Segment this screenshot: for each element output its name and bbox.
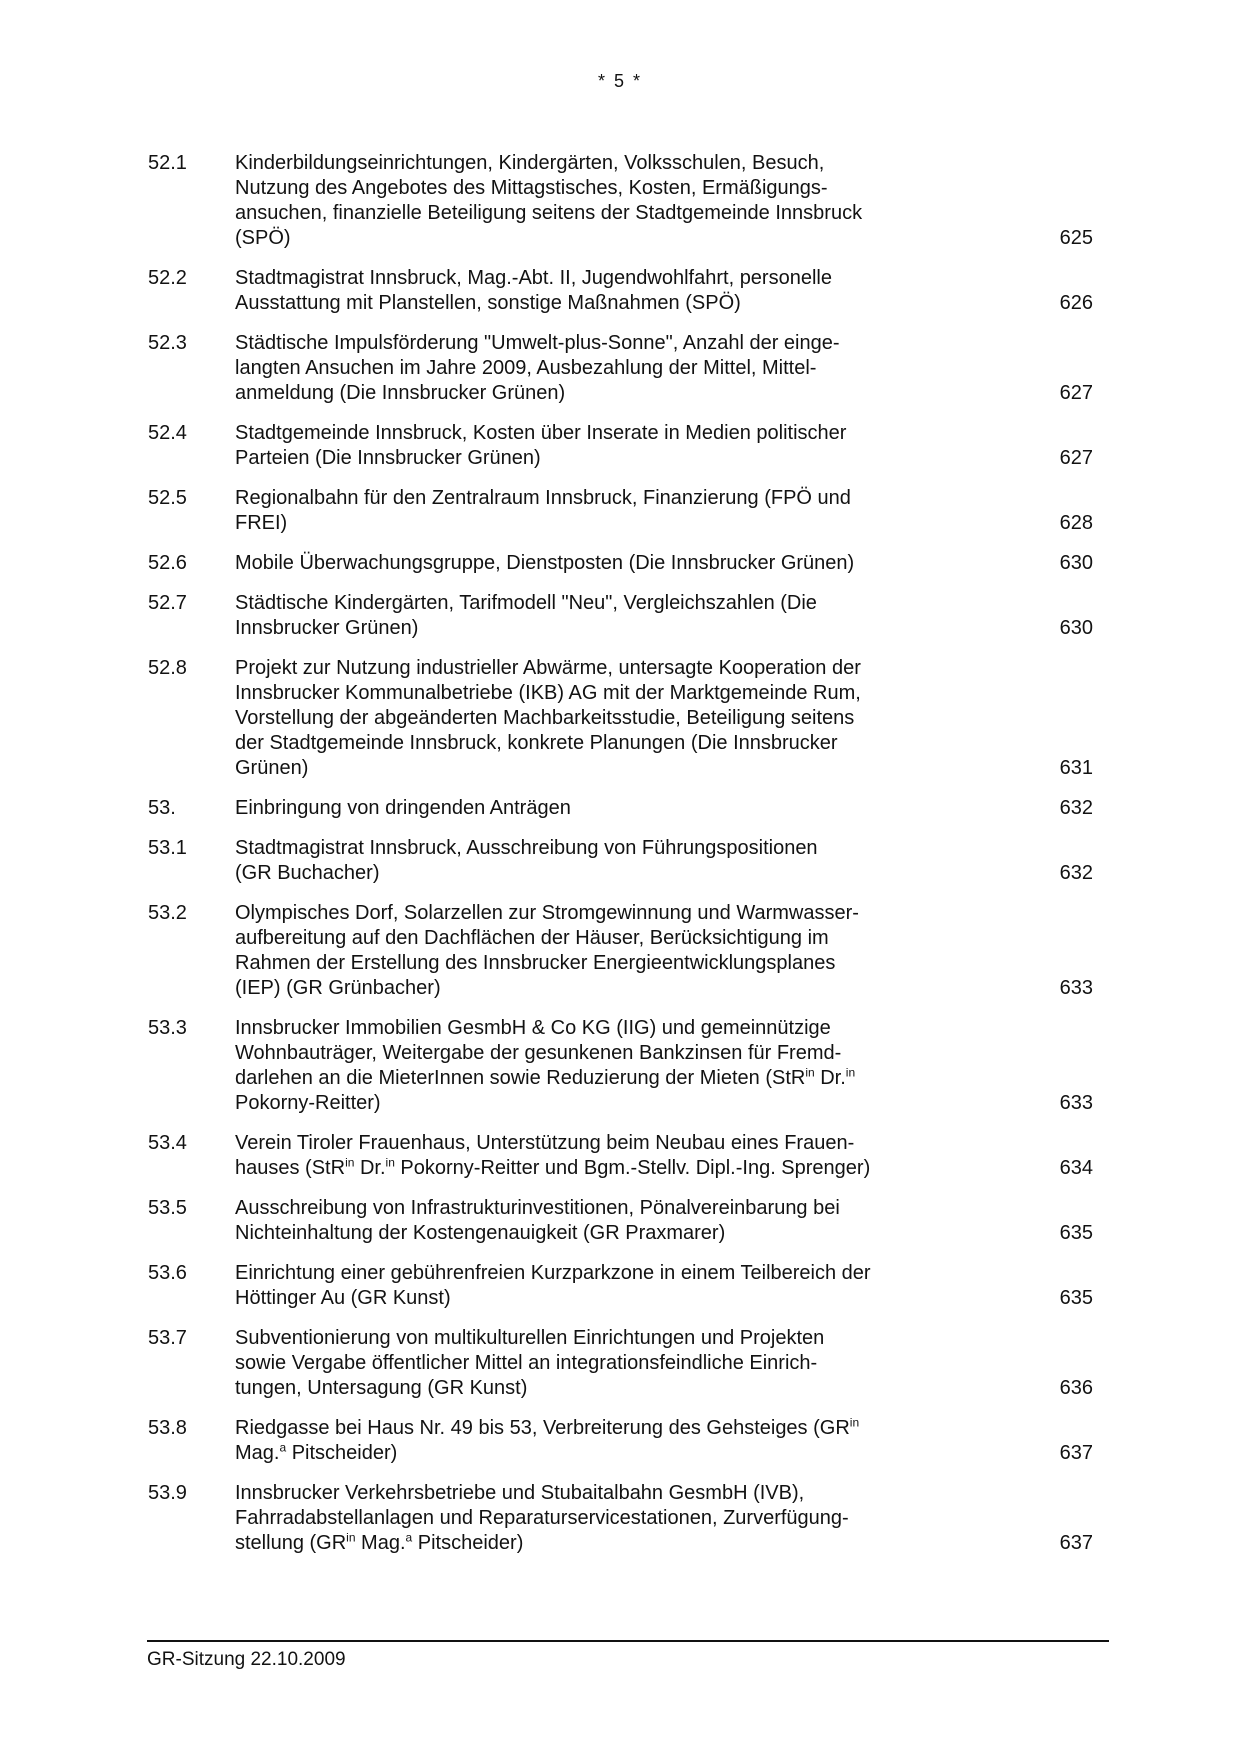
- toc-item-number: 52.5: [148, 487, 187, 509]
- toc-item-number: 53.1: [148, 837, 187, 859]
- toc-item-page: 634: [1059, 1157, 1093, 1179]
- toc-item-number: 52.2: [148, 267, 187, 289]
- toc-item-title: Regionalbahn für den Zentralraum Innsbruck, Finanzierung (FPÖ und FREI): [235, 487, 851, 534]
- toc-item: [148, 1481, 1093, 1556]
- toc-item-title: Subventionierung von multikulturellen Einrichtungen und Projekten sowie Vergabe öffentlicher Mittel an integrationsfeindliche Einrich- tungen, Untersagung (GR Kunst): [235, 1327, 825, 1399]
- toc-item: [148, 486, 1093, 536]
- toc-item: [148, 1416, 1093, 1466]
- toc-item-number: 53.3: [148, 1017, 187, 1039]
- toc-item-page: 636: [1059, 1377, 1093, 1399]
- toc-item-page: 633: [1059, 977, 1093, 999]
- toc-item: [148, 331, 1093, 406]
- toc-item: [148, 1326, 1093, 1401]
- toc-item: [148, 551, 1093, 576]
- superscript-suffix: a: [405, 1530, 413, 1545]
- toc-item-number: 53.2: [148, 902, 187, 924]
- toc-item: [148, 266, 1093, 316]
- toc-item-page: 630: [1059, 552, 1093, 574]
- superscript-suffix: in: [385, 1155, 395, 1170]
- superscript-suffix: in: [805, 1065, 815, 1080]
- toc-item-page: 626: [1059, 292, 1093, 314]
- superscript-suffix: in: [845, 1065, 856, 1080]
- toc-item-page: 631: [1059, 757, 1093, 779]
- toc-item-page: 625: [1059, 227, 1093, 249]
- toc-item-title: Einbringung von dringenden Anträgen: [235, 797, 571, 819]
- toc-item-page: 628: [1059, 512, 1093, 534]
- toc-item-title: Riedgasse bei Haus Nr. 49 bis 53, Verbreiterung des Gehsteiges ($GR^{in}$ Mag.$^a$ Pitscheider): [235, 1415, 860, 1464]
- toc-item-page: 633: [1059, 1092, 1093, 1114]
- toc-item: [148, 1131, 1093, 1181]
- toc-item: [148, 1261, 1093, 1311]
- footer-session-label: GR-Sitzung 22.10.2009: [147, 1649, 346, 1670]
- toc-item-number: 52.4: [148, 422, 187, 444]
- toc-item: [148, 656, 1093, 781]
- toc-item-number: 53.7: [148, 1327, 187, 1349]
- toc-item-title: Innsbrucker Immobilien GesmbH & Co KG (IIG) und gemeinnützige Wohnbauträger, Weitergabe der gesunkenen Bankzinsen für Fremd- darlehen an die MieterInnen sowie Reduzierung der Mieten (StR$^{in}$ Dr.$^{in}$ Pokorny-Reitter): [235, 1017, 856, 1114]
- toc-item-page: 632: [1059, 797, 1093, 819]
- toc-item: [148, 1016, 1093, 1116]
- toc-item-number: 52.3: [148, 332, 187, 354]
- page-number-header: * 5 *: [597, 71, 643, 91]
- superscript-suffix: a: [279, 1440, 287, 1455]
- toc-item-title: Stadtmagistrat Innsbruck, Ausschreibung von Führungspositionen (GR Buchacher): [235, 837, 818, 884]
- toc-item: [148, 796, 1093, 821]
- toc-item: [148, 901, 1093, 1001]
- toc-item-title: Städtische Kindergärten, Tarifmodell "Neu", Vergleichszahlen (Die Innsbrucker Grünen): [235, 592, 817, 639]
- toc-item-number: 52.1: [148, 152, 187, 174]
- toc-list: [148, 151, 1093, 1571]
- toc-item-number: 53.5: [148, 1197, 187, 1219]
- toc-item-title: Städtische Impulsförderung "Umwelt-plus-Sonne", Anzahl der einge- langten Ansuchen im Jahre 2009, Ausbezahlung der Mittel, Mittel- anmeldung (Die Innsbrucker Grünen): [235, 332, 840, 404]
- superscript-suffix: in: [345, 1155, 355, 1170]
- toc-item: [148, 421, 1093, 471]
- toc-item-page: 627: [1059, 447, 1093, 469]
- toc-item: [148, 591, 1093, 641]
- toc-item-number: 53.4: [148, 1132, 187, 1154]
- toc-item: [148, 151, 1093, 251]
- toc-item: [148, 1196, 1093, 1246]
- toc-item-title: Projekt zur Nutzung industrieller Abwärme, untersagte Kooperation der Innsbrucker Kommunalbetriebe (IKB) AG mit der Marktgemeinde Rum, Vorstellung der abgeänderten Machbarkeitsstudie, Beteiligung seitens der Stadtgemeinde Innsbruck, konkrete Planungen (Die Innsbrucker Grünen): [235, 657, 861, 779]
- toc-item-title: Stadtgemeinde Innsbruck, Kosten über Inserate in Medien politischer Parteien (Die Innsbrucker Grünen): [235, 422, 847, 469]
- toc-item-title: Innsbrucker Verkehrsbetriebe und Stubaitalbahn GesmbH (IVB), Fahrradabstellanlagen und Reparaturservicestationen, Zurverfügung- stellung ($GR^{in}$ Mag.$^a$ Pitscheider): [235, 1482, 849, 1554]
- toc-item-title: Einrichtung einer gebührenfreien Kurzparkzone in einem Teilbereich der Höttinger Au (GR Kunst): [235, 1262, 871, 1309]
- toc-item-number: 53.8: [148, 1417, 187, 1439]
- toc-item-title: Stadtmagistrat Innsbruck, Mag.-Abt. II, Jugendwohlfahrt, personelle Ausstattung mit Planstellen, sonstige Maßnahmen (SPÖ): [235, 267, 832, 314]
- page-footer: [147, 1640, 1109, 1672]
- toc-item-title: Kinderbildungseinrichtungen, Kindergärten, Volksschulen, Besuch, Nutzung des Angebotes des Mittagstisches, Kosten, Ermäßigungs- ansuchen, finanzielle Beteiligung seitens der Stadtgemeinde Innsbruck (SPÖ): [235, 152, 863, 249]
- toc-item-page: 627: [1059, 382, 1093, 404]
- superscript-suffix: in: [849, 1415, 860, 1430]
- toc-item-page: 637: [1059, 1442, 1093, 1464]
- toc-item-number: 52.6: [148, 552, 187, 574]
- superscript-suffix: in: [346, 1530, 356, 1545]
- toc-item-number: 53.9: [148, 1482, 187, 1504]
- toc-item: [148, 836, 1093, 886]
- toc-item-title: Ausschreibung von Infrastrukturinvestitionen, Pönalvereinbarung bei Nichteinhaltung der Kostengenauigkeit (GR Praxmarer): [235, 1197, 840, 1244]
- toc-item-number: 52.8: [148, 657, 187, 679]
- toc-item-title: Verein Tiroler Frauenhaus, Unterstützung beim Neubau eines Frauen- hauses (StR$^{in}$ Dr.$^{in}$ Pokorny-Reitter und Bgm.-Stellv. Dipl.-Ing. Sprenger): [235, 1132, 871, 1179]
- toc-item-number: 53.6: [148, 1262, 187, 1284]
- toc-item-page: 635: [1059, 1287, 1093, 1309]
- toc-item-title: Olympisches Dorf, Solarzellen zur Stromgewinnung und Warmwasser- aufbereitung auf den Dachflächen der Häuser, Berücksichtigung im Rahmen der Erstellung des Innsbrucker Energieentwicklungsplanes (IEP) (GR Grünbacher): [235, 902, 859, 999]
- toc-item-number: 53.: [148, 797, 176, 819]
- toc-item-number: 52.7: [148, 592, 187, 614]
- toc-item-page: 637: [1059, 1532, 1093, 1554]
- toc-item-title: Mobile Überwachungsgruppe, Dienstposten (Die Innsbrucker Grünen): [235, 552, 855, 574]
- toc-item-page: 632: [1059, 862, 1093, 884]
- toc-item-page: 630: [1059, 617, 1093, 639]
- toc-item-page: 635: [1059, 1222, 1093, 1244]
